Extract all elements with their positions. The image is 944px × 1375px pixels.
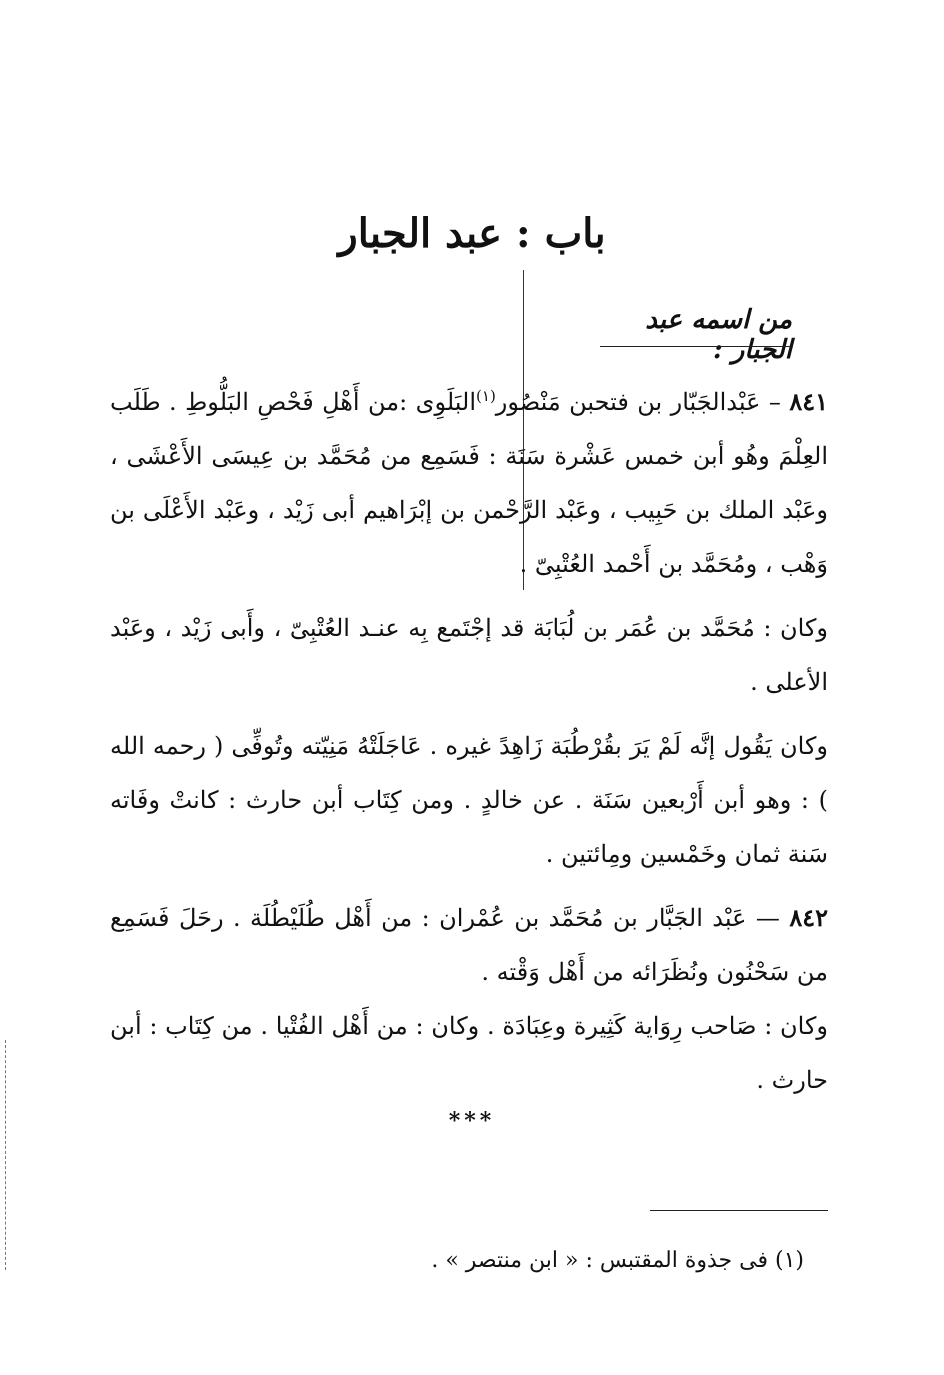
chapter-title: باب : عبد الجبار [338,210,606,257]
entry-number: ٨٤١ [789,387,828,416]
footnote: (١) فى جذوة المقتبس : « ابن منتصر » . [431,1248,804,1273]
footnote-reference: (١) [476,387,496,405]
body-text [110,375,828,1107]
entry-text-continued: البَلَوِى :من أَهْلِ فَحْصِ البَلُّوطِ . طَلَب العِلْمَ وهُو أبن خمس عَشْرة سَنَة : فَسَمِع من مُحَمَّد بن عِيسَى الأَعْشَى ، وعَبْد الملك بن حَبِيب ، وعَبْد الرَّحْمن بن إبْرَاهيم أبى زَيْد ، وعَبْد الأَعْلَى بن وَهْب ، ومُحَمَّد بن أَحْمد العُتْبِىّ . [110,388,829,578]
section-underline [600,346,790,347]
entry-842 [110,891,828,999]
paragraph-841-death: وكان يَقُول إنَّه لَمْ يَرَ بقُرْطُبَة زَاهِدً غيره . عَاجَلَتْهُ مَنِيّته وتُوفِّى ( رحمه الله ) : وهو أبن أَرْبعين سَنَة . عن خالدٍ . ومن كِتَاب أبن حارث : كانتْ وفَاته سَنة ثمان وخَمْسين ومِائتين . [110,732,828,868]
scan-margin-marks [5,1040,6,1270]
entry-841 [110,375,828,591]
entry-dash: — [755,904,780,932]
footnote-rule [650,1210,828,1211]
section-separator: *** [448,1108,496,1134]
entry-dash: – [768,388,781,416]
section-heading: من اسمه عبد الجبار : [645,305,792,365]
entry-text: عَبْدالجَبّار بن فتحبن مَنْصُور [495,388,761,416]
entry-number: ٨٤٢ [789,903,828,932]
paragraph-842-description: وكان : صَاحب رِوَاية كَثِيرة وعِبَادَة . وكان : من أَهْل الفُتْيا . من كِتَاب : أبن حارث . [110,1012,828,1094]
entry-text: عَبْد الجَبَّار بن مُحَمَّد بن عُمْران : من أَهْل طُلَيْطُلَة . رحَلَ فَسَمِع من سَحْنُون ونُظَرَائه من أَهْل وَقْته . [110,904,828,986]
paragraph-841-students: وكان : مُحَمَّد بن عُمَر بن لُبَابَة قد إجْتَمع بِه عنـد العُتْبِىّ ، وأَبى زَيْد ، وعَبْد الأعلى . [110,614,828,696]
